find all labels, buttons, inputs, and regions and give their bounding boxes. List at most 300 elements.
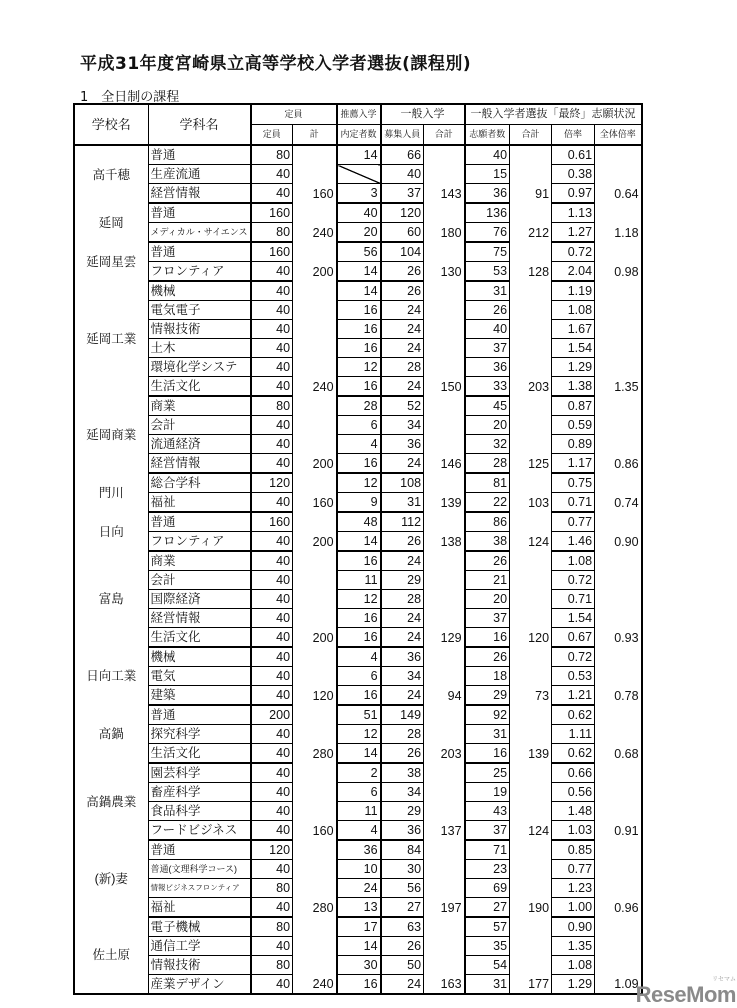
boshu-total-cell: 129 bbox=[424, 551, 465, 647]
suisen-empty-cell bbox=[337, 165, 381, 184]
boshu-cell: 36 bbox=[381, 647, 424, 667]
boshu-cell: 24 bbox=[381, 686, 424, 706]
suisen-cell: 2 bbox=[337, 763, 381, 783]
dept-name: 電子機械 bbox=[148, 917, 251, 937]
bairitsu-cell: 2.04 bbox=[552, 262, 595, 282]
table-row bbox=[74, 609, 642, 628]
shigan-total-cell: 124 bbox=[510, 512, 552, 551]
table-row bbox=[74, 628, 642, 648]
boshu-total-cell: 163 bbox=[424, 917, 465, 994]
suisen-cell: 9 bbox=[337, 493, 381, 513]
teiin-cell: 40 bbox=[251, 493, 293, 513]
table-row bbox=[74, 975, 642, 995]
bairitsu-cell: 0.77 bbox=[552, 860, 595, 879]
shigan-cell: 38 bbox=[465, 532, 510, 552]
overall-cell: 0.98 bbox=[595, 242, 642, 281]
dept-name: 経営情報 bbox=[148, 184, 251, 204]
dept-name: 土木 bbox=[148, 339, 251, 358]
teiin-cell: 80 bbox=[251, 917, 293, 937]
shigan-cell: 25 bbox=[465, 763, 510, 783]
bairitsu-cell: 1.03 bbox=[552, 821, 595, 841]
bairitsu-cell: 1.13 bbox=[552, 203, 595, 223]
overall-cell: 0.96 bbox=[595, 840, 642, 917]
shigan-total-cell: 177 bbox=[510, 917, 552, 994]
boshu-cell: 38 bbox=[381, 763, 424, 783]
teiin-cell: 40 bbox=[251, 628, 293, 648]
suisen-cell: 16 bbox=[337, 975, 381, 995]
suisen-cell: 12 bbox=[337, 725, 381, 744]
suisen-cell: 16 bbox=[337, 551, 381, 571]
table-row bbox=[74, 281, 642, 301]
bairitsu-cell: 0.71 bbox=[552, 590, 595, 609]
table-row bbox=[74, 184, 642, 204]
shigan-cell: 40 bbox=[465, 320, 510, 339]
school-name: (新)妻 bbox=[74, 840, 148, 917]
bairitsu-cell: 0.59 bbox=[552, 416, 595, 435]
bairitsu-cell: 0.62 bbox=[552, 744, 595, 764]
suisen-cell: 16 bbox=[337, 454, 381, 474]
shigan-cell: 45 bbox=[465, 396, 510, 416]
table-row bbox=[74, 821, 642, 841]
boshu-cell: 120 bbox=[381, 203, 424, 223]
header-boshu-total: 合計 bbox=[424, 125, 465, 146]
shigan-cell: 23 bbox=[465, 860, 510, 879]
table-row bbox=[74, 493, 642, 513]
teiin-cell: 40 bbox=[251, 435, 293, 454]
boshu-total-cell: 94 bbox=[424, 647, 465, 705]
teiin-total-cell: 200 bbox=[293, 396, 337, 473]
bairitsu-cell: 1.35 bbox=[552, 937, 595, 956]
shigan-cell: 92 bbox=[465, 705, 510, 725]
header-school: 学校名 bbox=[74, 104, 148, 145]
boshu-cell: 30 bbox=[381, 860, 424, 879]
teiin-cell: 120 bbox=[251, 473, 293, 493]
table-row bbox=[74, 725, 642, 744]
table-row bbox=[74, 512, 642, 532]
suisen-cell: 20 bbox=[337, 223, 381, 243]
shigan-cell: 53 bbox=[465, 262, 510, 282]
dept-name: フロンティア bbox=[148, 532, 251, 552]
shigan-cell: 54 bbox=[465, 956, 510, 975]
bairitsu-cell: 0.71 bbox=[552, 493, 595, 513]
shigan-cell: 31 bbox=[465, 975, 510, 995]
teiin-cell: 80 bbox=[251, 145, 293, 165]
boshu-cell: 149 bbox=[381, 705, 424, 725]
shigan-total-cell: 125 bbox=[510, 396, 552, 473]
bairitsu-cell: 0.53 bbox=[552, 667, 595, 686]
suisen-cell: 17 bbox=[337, 917, 381, 937]
dept-name: 普通 bbox=[148, 145, 251, 165]
table-row bbox=[74, 532, 642, 552]
suisen-cell: 12 bbox=[337, 473, 381, 493]
boshu-cell: 66 bbox=[381, 145, 424, 165]
dept-name: フードビジネス bbox=[148, 821, 251, 841]
teiin-cell: 40 bbox=[251, 377, 293, 397]
shigan-total-cell: 212 bbox=[510, 203, 552, 242]
school-name: 富島 bbox=[74, 551, 148, 647]
boshu-cell: 26 bbox=[381, 937, 424, 956]
dept-name: 生活文化 bbox=[148, 628, 251, 648]
table-row bbox=[74, 840, 642, 860]
bairitsu-cell: 0.56 bbox=[552, 783, 595, 802]
suisen-cell: 16 bbox=[337, 320, 381, 339]
shigan-cell: 86 bbox=[465, 512, 510, 532]
teiin-cell: 40 bbox=[251, 667, 293, 686]
bairitsu-cell: 1.00 bbox=[552, 898, 595, 918]
suisen-cell: 16 bbox=[337, 377, 381, 397]
boshu-cell: 26 bbox=[381, 281, 424, 301]
teiin-cell: 40 bbox=[251, 590, 293, 609]
suisen-cell: 16 bbox=[337, 628, 381, 648]
boshu-cell: 36 bbox=[381, 821, 424, 841]
boshu-cell: 24 bbox=[381, 628, 424, 648]
shigan-cell: 26 bbox=[465, 301, 510, 320]
boshu-cell: 24 bbox=[381, 301, 424, 320]
boshu-cell: 24 bbox=[381, 454, 424, 474]
suisen-cell: 14 bbox=[337, 744, 381, 764]
boshu-total-cell: 139 bbox=[424, 473, 465, 512]
bairitsu-cell: 1.11 bbox=[552, 725, 595, 744]
table-row bbox=[74, 145, 642, 165]
teiin-cell: 40 bbox=[251, 975, 293, 995]
boshu-total-cell: 180 bbox=[424, 203, 465, 242]
header-bairitsu: 倍率 bbox=[552, 125, 595, 146]
bairitsu-cell: 1.29 bbox=[552, 358, 595, 377]
boshu-cell: 50 bbox=[381, 956, 424, 975]
teiin-cell: 40 bbox=[251, 165, 293, 184]
dept-name: 普通 bbox=[148, 840, 251, 860]
watermark-text: ReseMom bbox=[635, 982, 736, 1007]
suisen-cell: 11 bbox=[337, 571, 381, 590]
suisen-cell: 14 bbox=[337, 281, 381, 301]
teiin-cell: 40 bbox=[251, 301, 293, 320]
bairitsu-cell: 0.61 bbox=[552, 145, 595, 165]
bairitsu-cell: 1.48 bbox=[552, 802, 595, 821]
teiin-total-cell: 200 bbox=[293, 512, 337, 551]
teiin-total-cell: 240 bbox=[293, 281, 337, 396]
teiin-cell: 80 bbox=[251, 879, 293, 898]
teiin-cell: 200 bbox=[251, 705, 293, 725]
bairitsu-cell: 1.29 bbox=[552, 975, 595, 995]
bairitsu-cell: 0.62 bbox=[552, 705, 595, 725]
table-row bbox=[74, 763, 642, 783]
teiin-cell: 40 bbox=[251, 860, 293, 879]
teiin-cell: 40 bbox=[251, 647, 293, 667]
table-row bbox=[74, 590, 642, 609]
table-row bbox=[74, 262, 642, 282]
boshu-cell: 34 bbox=[381, 667, 424, 686]
shigan-cell: 20 bbox=[465, 590, 510, 609]
table-row bbox=[74, 416, 642, 435]
boshu-cell: 26 bbox=[381, 262, 424, 282]
shigan-cell: 18 bbox=[465, 667, 510, 686]
shigan-cell: 26 bbox=[465, 647, 510, 667]
boshu-cell: 24 bbox=[381, 975, 424, 995]
dept-name: 産業デザイン bbox=[148, 975, 251, 995]
shigan-total-cell: 190 bbox=[510, 840, 552, 917]
teiin-cell: 40 bbox=[251, 898, 293, 918]
bairitsu-cell: 1.46 bbox=[552, 532, 595, 552]
shigan-cell: 36 bbox=[465, 358, 510, 377]
teiin-cell: 40 bbox=[251, 802, 293, 821]
teiin-cell: 40 bbox=[251, 763, 293, 783]
header-teiin-group: 定員 bbox=[251, 104, 337, 125]
shigan-cell: 20 bbox=[465, 416, 510, 435]
boshu-total-cell: 150 bbox=[424, 281, 465, 396]
teiin-cell: 40 bbox=[251, 571, 293, 590]
table-row bbox=[74, 301, 642, 320]
shigan-cell: 71 bbox=[465, 840, 510, 860]
bairitsu-cell: 1.08 bbox=[552, 551, 595, 571]
suisen-cell: 6 bbox=[337, 783, 381, 802]
teiin-cell: 160 bbox=[251, 512, 293, 532]
teiin-cell: 40 bbox=[251, 821, 293, 841]
teiin-cell: 80 bbox=[251, 956, 293, 975]
overall-cell: 0.91 bbox=[595, 763, 642, 840]
table-row bbox=[74, 165, 642, 184]
suisen-cell: 24 bbox=[337, 879, 381, 898]
overall-cell: 0.93 bbox=[595, 551, 642, 647]
teiin-cell: 40 bbox=[251, 532, 293, 552]
table-row bbox=[74, 358, 642, 377]
table-row bbox=[74, 667, 642, 686]
shigan-cell: 16 bbox=[465, 744, 510, 764]
dept-name: 生活文化 bbox=[148, 377, 251, 397]
suisen-cell: 48 bbox=[337, 512, 381, 532]
dept-name: 商業 bbox=[148, 396, 251, 416]
dept-name: 会計 bbox=[148, 571, 251, 590]
boshu-cell: 26 bbox=[381, 532, 424, 552]
bairitsu-cell: 1.21 bbox=[552, 686, 595, 706]
overall-cell: 1.35 bbox=[595, 281, 642, 396]
table-row bbox=[74, 917, 642, 937]
table-row bbox=[74, 571, 642, 590]
teiin-total-cell: 280 bbox=[293, 840, 337, 917]
suisen-cell: 14 bbox=[337, 262, 381, 282]
teiin-cell: 40 bbox=[251, 783, 293, 802]
table-row bbox=[74, 473, 642, 493]
watermark-logo bbox=[636, 977, 736, 1006]
suisen-cell: 6 bbox=[337, 667, 381, 686]
dept-name: 機械 bbox=[148, 647, 251, 667]
boshu-cell: 28 bbox=[381, 590, 424, 609]
shigan-cell: 15 bbox=[465, 165, 510, 184]
table-row bbox=[74, 454, 642, 474]
admissions-table bbox=[73, 103, 643, 995]
header-boshu: 募集人員 bbox=[381, 125, 424, 146]
boshu-cell: 52 bbox=[381, 396, 424, 416]
bairitsu-cell: 1.08 bbox=[552, 956, 595, 975]
dept-name: 普通 bbox=[148, 242, 251, 262]
school-name: 延岡 bbox=[74, 203, 148, 242]
teiin-cell: 80 bbox=[251, 223, 293, 243]
bairitsu-cell: 0.72 bbox=[552, 647, 595, 667]
boshu-cell: 24 bbox=[381, 609, 424, 628]
suisen-cell: 30 bbox=[337, 956, 381, 975]
shigan-cell: 21 bbox=[465, 571, 510, 590]
suisen-cell: 36 bbox=[337, 840, 381, 860]
overall-cell: 0.74 bbox=[595, 473, 642, 512]
suisen-cell: 13 bbox=[337, 898, 381, 918]
boshu-cell: 84 bbox=[381, 840, 424, 860]
dept-name: 普通(文理科学コース) bbox=[148, 860, 251, 879]
bairitsu-cell: 0.75 bbox=[552, 473, 595, 493]
teiin-cell: 120 bbox=[251, 840, 293, 860]
boshu-cell: 60 bbox=[381, 223, 424, 243]
dept-name: 流通経済 bbox=[148, 435, 251, 454]
table-row bbox=[74, 744, 642, 764]
school-name: 門川 bbox=[74, 473, 148, 512]
boshu-cell: 31 bbox=[381, 493, 424, 513]
suisen-cell: 16 bbox=[337, 301, 381, 320]
shigan-cell: 43 bbox=[465, 802, 510, 821]
shigan-cell: 29 bbox=[465, 686, 510, 706]
bairitsu-cell: 0.89 bbox=[552, 435, 595, 454]
header-status-group: 一般入学者選抜「最終」志願状況 bbox=[465, 104, 642, 125]
school-name: 延岡星雲 bbox=[74, 242, 148, 281]
suisen-cell: 14 bbox=[337, 145, 381, 165]
dept-name: 普通 bbox=[148, 705, 251, 725]
bairitsu-cell: 0.72 bbox=[552, 571, 595, 590]
dept-name: 探究科学 bbox=[148, 725, 251, 744]
page-title: 平成31年度宮崎県立高等学校入学者選抜(課程別) bbox=[80, 54, 472, 74]
shigan-total-cell: 91 bbox=[510, 145, 552, 203]
overall-cell: 0.68 bbox=[595, 705, 642, 763]
teiin-cell: 40 bbox=[251, 551, 293, 571]
school-name: 佐土原 bbox=[74, 917, 148, 994]
boshu-total-cell: 130 bbox=[424, 242, 465, 281]
boshu-cell: 34 bbox=[381, 416, 424, 435]
bairitsu-cell: 1.54 bbox=[552, 609, 595, 628]
teiin-cell: 40 bbox=[251, 609, 293, 628]
table-row bbox=[74, 956, 642, 975]
suisen-cell: 16 bbox=[337, 609, 381, 628]
shigan-cell: 75 bbox=[465, 242, 510, 262]
shigan-cell: 57 bbox=[465, 917, 510, 937]
teiin-total-cell: 200 bbox=[293, 242, 337, 281]
shigan-cell: 32 bbox=[465, 435, 510, 454]
boshu-total-cell: 203 bbox=[424, 705, 465, 763]
overall-cell: 1.09 bbox=[595, 917, 642, 994]
teiin-total-cell: 160 bbox=[293, 763, 337, 840]
table-row bbox=[74, 783, 642, 802]
bairitsu-cell: 0.90 bbox=[552, 917, 595, 937]
dept-name: 畜産科学 bbox=[148, 783, 251, 802]
suisen-cell: 4 bbox=[337, 821, 381, 841]
teiin-cell: 80 bbox=[251, 396, 293, 416]
shigan-cell: 36 bbox=[465, 184, 510, 204]
dept-name: 建築 bbox=[148, 686, 251, 706]
dept-name: 総合学科 bbox=[148, 473, 251, 493]
dept-name: 生産流通 bbox=[148, 165, 251, 184]
overall-cell: 0.90 bbox=[595, 512, 642, 551]
school-name: 日向 bbox=[74, 512, 148, 551]
shigan-cell: 26 bbox=[465, 551, 510, 571]
header-ippan-group: 一般入学 bbox=[381, 104, 465, 125]
dept-name: 福祉 bbox=[148, 898, 251, 918]
suisen-cell: 28 bbox=[337, 396, 381, 416]
boshu-cell: 24 bbox=[381, 339, 424, 358]
boshu-cell: 112 bbox=[381, 512, 424, 532]
dept-name: 商業 bbox=[148, 551, 251, 571]
table-row bbox=[74, 339, 642, 358]
table-row bbox=[74, 802, 642, 821]
boshu-cell: 24 bbox=[381, 377, 424, 397]
shigan-cell: 35 bbox=[465, 937, 510, 956]
header-teiin-total: 計 bbox=[293, 125, 337, 146]
boshu-total-cell: 138 bbox=[424, 512, 465, 551]
teiin-cell: 40 bbox=[251, 744, 293, 764]
dept-name: 経営情報 bbox=[148, 609, 251, 628]
watermark-kana: リセマム bbox=[712, 977, 736, 983]
school-name: 延岡商業 bbox=[74, 396, 148, 473]
suisen-cell: 4 bbox=[337, 647, 381, 667]
shigan-cell: 33 bbox=[465, 377, 510, 397]
shigan-cell: 31 bbox=[465, 281, 510, 301]
table-row bbox=[74, 396, 642, 416]
bairitsu-cell: 1.23 bbox=[552, 879, 595, 898]
overall-cell: 0.86 bbox=[595, 396, 642, 473]
teiin-cell: 40 bbox=[251, 416, 293, 435]
teiin-total-cell: 120 bbox=[293, 647, 337, 705]
table-row bbox=[74, 879, 642, 898]
boshu-total-cell: 137 bbox=[424, 763, 465, 840]
boshu-cell: 28 bbox=[381, 725, 424, 744]
shigan-total-cell: 103 bbox=[510, 473, 552, 512]
school-name: 高鍋 bbox=[74, 705, 148, 763]
bairitsu-cell: 1.08 bbox=[552, 301, 595, 320]
shigan-cell: 27 bbox=[465, 898, 510, 918]
boshu-cell: 63 bbox=[381, 917, 424, 937]
school-name: 高千穂 bbox=[74, 145, 148, 203]
dept-name: 電気 bbox=[148, 667, 251, 686]
bairitsu-cell: 0.67 bbox=[552, 628, 595, 648]
shigan-cell: 76 bbox=[465, 223, 510, 243]
boshu-cell: 28 bbox=[381, 358, 424, 377]
shigan-total-cell: 120 bbox=[510, 551, 552, 647]
dept-name: 園芸科学 bbox=[148, 763, 251, 783]
table-row bbox=[74, 242, 642, 262]
dept-name: 通信工学 bbox=[148, 937, 251, 956]
dept-name: 会計 bbox=[148, 416, 251, 435]
section-title: 1 全日制の課程 bbox=[80, 90, 180, 105]
dept-name: 国際経済 bbox=[148, 590, 251, 609]
teiin-total-cell: 160 bbox=[293, 473, 337, 512]
suisen-cell: 4 bbox=[337, 435, 381, 454]
shigan-total-cell: 124 bbox=[510, 763, 552, 840]
dept-name: 環境化学システ bbox=[148, 358, 251, 377]
bairitsu-cell: 0.85 bbox=[552, 840, 595, 860]
teiin-total-cell: 200 bbox=[293, 551, 337, 647]
bairitsu-cell: 1.27 bbox=[552, 223, 595, 243]
overall-cell: 0.64 bbox=[595, 145, 642, 203]
dept-name: 機械 bbox=[148, 281, 251, 301]
table-row bbox=[74, 435, 642, 454]
bairitsu-cell: 0.38 bbox=[552, 165, 595, 184]
boshu-cell: 29 bbox=[381, 802, 424, 821]
suisen-cell: 56 bbox=[337, 242, 381, 262]
boshu-cell: 40 bbox=[381, 165, 424, 184]
dept-name: 情報技術 bbox=[148, 320, 251, 339]
boshu-cell: 27 bbox=[381, 898, 424, 918]
table-row bbox=[74, 551, 642, 571]
teiin-cell: 40 bbox=[251, 320, 293, 339]
header-teiin: 定員 bbox=[251, 125, 293, 146]
bairitsu-cell: 1.38 bbox=[552, 377, 595, 397]
boshu-cell: 26 bbox=[381, 744, 424, 764]
boshu-total-cell: 197 bbox=[424, 840, 465, 917]
dept-name: 普通 bbox=[148, 512, 251, 532]
